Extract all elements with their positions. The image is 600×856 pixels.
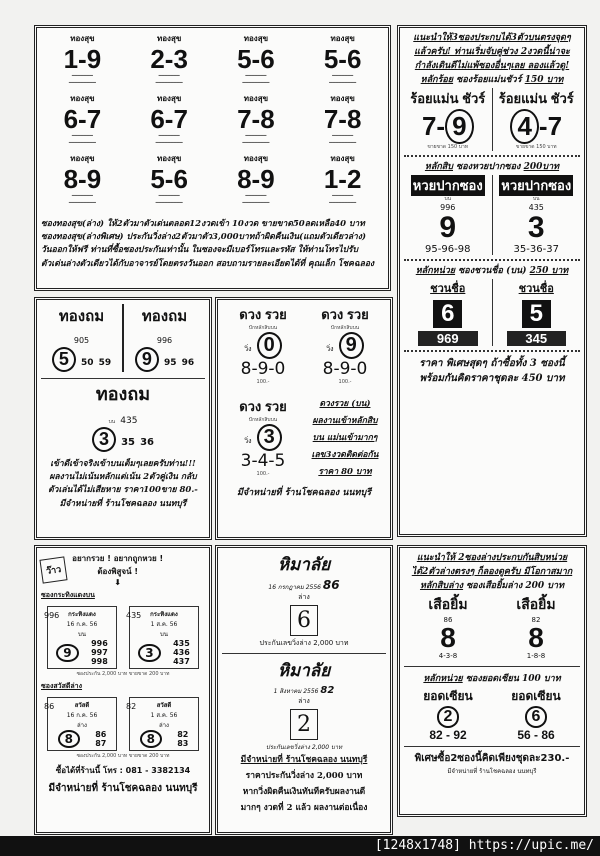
burst-badge: ว๊าว [39, 556, 67, 583]
tongsuk-line: ซองทองสุข(ล่าง) ให้2ตัวมาตัวเด่นตลอด12งวดเข้า 10งวด ขายขาด50ลดเหลือ40 บาท [41, 219, 365, 229]
handwritten: 82 [126, 702, 137, 711]
units-text: ซองชวนชื่อ (บน) [458, 265, 527, 276]
sub: บน [532, 195, 540, 202]
line: มากๆ งวดที่ 2 แล้ว ผลงานต่อเนื่อง [240, 803, 368, 814]
number: 86 [95, 730, 107, 739]
circled-digit: 4 [510, 109, 538, 144]
number-pair: 8-9 [237, 164, 275, 194]
digit: 8 [140, 730, 162, 748]
brand: ชวนชื่อ [518, 282, 554, 295]
set: 8-9-0 [322, 359, 368, 379]
brand: ร้อยแม่น ชัวร์ [498, 90, 574, 106]
brand: ชวนชื่อ [430, 282, 466, 295]
intro-line: ได้2ตัวล่างตรงๆ ก็ลองดูครับ มีโอกาสมาก [411, 566, 573, 577]
number: 83 [177, 739, 189, 748]
tongsuk-card [301, 32, 384, 90]
number: 436 [173, 648, 190, 657]
intro [404, 32, 580, 74]
hundreds-text: ซองร้อยแม่นชัวร์ [456, 74, 522, 85]
line: ดวงรวย (บน) [319, 399, 371, 409]
note: ขายขาด 150 บาท [515, 143, 557, 150]
brand: กระทิงแดง [150, 611, 178, 618]
hundreds-label: หลักร้อย [420, 74, 454, 85]
note: ซองประกัน 2,000 บาท ขายขาด 200 บาท [76, 671, 170, 677]
number: 437 [173, 657, 190, 666]
fine-print: ━━━━━━━ ━━━━━━━━━ [155, 133, 183, 146]
tongsuk-cards [41, 32, 384, 210]
note: ประกันเลขวิ่งล่าง 2,000 บาท [259, 639, 349, 648]
brand: ทองสุข [330, 94, 355, 103]
envelope-card [126, 697, 199, 751]
brand: สวัสดี [156, 702, 172, 709]
digit: 6 [290, 605, 318, 636]
digit: 9 [56, 644, 78, 662]
number-pair: 8-9 [63, 164, 102, 194]
tongsuk-card [128, 152, 211, 210]
digit: 9 [135, 347, 159, 372]
section-title: ซองกระทิงแดงบน [41, 591, 95, 599]
number-pair: 1-9 [63, 44, 102, 74]
tongsuk-line: ตัวเด่นล่างตัวเดียวได้กับอาจารย์โดยตรงวันออก สอบถามรายละเอียดได้ที่ คุณเล็ก โชคฉลอง [41, 258, 375, 269]
handwritten: 86 [443, 615, 453, 624]
digit: 6 [433, 300, 462, 328]
three-envelopes-panel [397, 25, 587, 537]
tongsuk-card [128, 92, 211, 150]
sub: ปักหลักสิบบน [248, 325, 278, 331]
kratingdaeng-panel [34, 545, 212, 835]
tongsuk-card [215, 92, 298, 150]
brand: ทองถม [95, 384, 151, 404]
tongsuk-card [215, 152, 298, 210]
fine-print: ━━━━━━━ ━━━━━━━━━ [329, 133, 357, 146]
date: 16 กรกฎาคม 2556 [268, 584, 321, 592]
run-label: วิ่ง [244, 345, 252, 353]
fine-print: ━━━━━━━ ━━━━━━━━━ [155, 193, 183, 206]
number: 87 [95, 739, 107, 748]
line: มีจำหน่ายที่ ร้านโชคฉลอง นนทบุรี [240, 754, 368, 765]
price: 100.- [338, 379, 352, 385]
duangruay-panel [215, 297, 393, 540]
brand: ทองสุข [330, 34, 355, 43]
footer-line: ราคา พิเศษสุดๆ ถ้าซื้อทั้ง 3 ซองนี้ [419, 357, 565, 369]
brand: ดวง รวย [239, 307, 287, 322]
brand: ร้อยแม่น ชัวร์ [410, 90, 486, 106]
digit: 2 [290, 709, 318, 740]
handwritten: 905 [73, 336, 90, 345]
himalai-panel [215, 545, 393, 835]
digit: 5 [522, 300, 551, 328]
set: 8-9-0 [240, 359, 286, 379]
handwritten: 996 [156, 336, 173, 345]
units-label: หลักหน่วย [423, 673, 463, 684]
units-text: ซองยอดเซียน 100 บาท [465, 673, 561, 684]
line: ราคาประกันวิ่งล่าง 2,000 บาท [245, 770, 363, 781]
digit: 6 [525, 706, 548, 728]
fine-print: ━━━━━━━ ━━━━━━━━━ [68, 193, 96, 206]
brand: เสือยิ้ม [516, 595, 556, 612]
price: 100.- [256, 379, 270, 385]
brand: ทองสุข [330, 154, 355, 163]
set: 4-3-8 [438, 651, 458, 660]
number-pair: 1-2 [323, 164, 362, 194]
pair: 35 [121, 437, 135, 448]
price: 100.- [256, 471, 270, 477]
fine-print: ━━━━━━━ ━━━━━━━━━ [68, 73, 96, 86]
line: ผลงานเข้าหลักสิบ [312, 416, 378, 426]
sub: ปักหลักสิบบน [248, 417, 278, 423]
tens-price: 200บาท [523, 161, 560, 172]
sub: ล่าง [77, 722, 87, 729]
brand: ทองสุข [243, 34, 269, 43]
line: ราคา 80 บาท [318, 467, 372, 477]
units-label: หลักหน่วย [415, 265, 456, 276]
digit: 8 [58, 730, 80, 748]
number-pair: 5-6 [150, 164, 188, 194]
handwritten: 996 [440, 202, 456, 212]
brand: หิมาลัย [277, 661, 331, 682]
sub: บน [78, 631, 86, 638]
handwritten: 435 [126, 611, 142, 620]
digit: 8 [440, 621, 456, 653]
handwritten: 86 [44, 702, 55, 711]
run-label: วิ่ง [326, 345, 334, 353]
pair: 95 [163, 358, 177, 368]
number-pair: 7-8 [323, 104, 362, 134]
brand: หวยปากซอง [411, 175, 485, 196]
hundreds-price: 150 บาท [524, 74, 564, 85]
number-pair: 6-7 [150, 104, 188, 134]
fine-print: ━━━━━━━ ━━━━━━━━━ [155, 73, 183, 86]
tongsuk-card [41, 92, 124, 150]
tongsuk-text [41, 218, 384, 271]
date: 16 ก.ค. 56 [66, 712, 98, 719]
handwritten: 435 [528, 202, 544, 212]
handwritten: 82 [531, 615, 541, 624]
footer: มีจำหน่ายที่ ร้านโชคฉลอง นนทบุรี [48, 783, 198, 794]
circled-digit: 9 [445, 109, 473, 144]
sub: ล่าง [159, 722, 169, 729]
tens-cards [404, 175, 580, 255]
brand: ดวง รวย [321, 307, 369, 322]
tongsuk-card [301, 152, 384, 210]
line: บน แม่นเข้ามากๆ [312, 433, 378, 443]
digit: 7 [547, 110, 563, 141]
set: 56 - 86 [517, 727, 555, 742]
footer-line: พร้อมกันคิดราคาชุดละ 450 บาท [419, 373, 565, 385]
brand: หวยปากซอง [499, 175, 573, 196]
tongsuk-card [128, 32, 211, 90]
tongsuk-card [301, 92, 384, 150]
line: มีจำหน่ายที่ ร้านโชคฉลอง นนทบุรี [59, 498, 187, 509]
line: เข้าดีเข้าจริงเข้าบนเต็มๆเลยครับท่าน!!! [50, 459, 196, 469]
brand: ทองสุข [156, 154, 182, 163]
digit: 7 [421, 110, 437, 141]
brand: เสือยิ้ม [428, 595, 468, 612]
number: 435 [173, 639, 190, 648]
intro-line: แล้วครับ! ท่านเริ่มจับคู่ช่วง 2งวดนี้น่าจะ [414, 46, 570, 57]
sub: ล่าง [298, 593, 310, 602]
envelope-card [44, 606, 117, 669]
sub: ปักหลักสิบบน [330, 325, 360, 331]
brand: ทองสุข [70, 34, 95, 43]
brand: ยอดเซียน [511, 688, 561, 703]
brand: หิมาลัย [277, 555, 331, 575]
digit: 9 [439, 210, 457, 244]
envelope-card [126, 606, 199, 669]
pair: 96 [181, 358, 195, 368]
digit: 3 [138, 644, 160, 662]
set: 82 - 92 [429, 727, 467, 742]
sub: บน [444, 195, 452, 202]
date: 1 ส.ค. 56 [150, 712, 178, 719]
pair: 36 [140, 437, 155, 448]
sub: ล่าง [298, 696, 310, 705]
digit: 3 [257, 424, 282, 451]
tens-label: หลักสิบ [424, 161, 454, 172]
digit: 3 [527, 210, 545, 244]
fine-print: ━━━━━━━ ━━━━━━━━━ [242, 73, 270, 86]
brand: ทองสุข [70, 94, 95, 103]
fine-print: ━━━━━━━ ━━━━━━━━━ [329, 73, 357, 86]
pair: 59 [98, 358, 112, 368]
line: ผลงานไม่เน้นหลักแต่เน้น 2ตัวคู่เงิน กลับ [49, 472, 197, 483]
tongsuk-panel [34, 25, 391, 291]
brand: ทองสุข [243, 94, 269, 103]
units-cards [404, 279, 580, 346]
digit: 5 [52, 347, 76, 372]
number: 996 [91, 639, 108, 648]
number: 82 [177, 730, 189, 739]
date: 1 สิงหาคม 2556 [273, 687, 319, 695]
brand: ดวง รวย [239, 399, 287, 414]
brand: ยอดเซียน [423, 688, 473, 703]
number-pair: 2-3 [150, 44, 188, 74]
tongsuk-card [215, 32, 298, 90]
contact-phone: ซื้อได้ที่ร้านนี้ โทร : 081 - 3382134 [55, 766, 191, 775]
set: 95-96-98 [425, 243, 471, 255]
intro-line: กำลังเดินดีไม่แพ้ซองอื่นๆเลย ลองแล้วดู! [414, 60, 570, 71]
headline: อยากรวย ! อยากถูกหวย ! [72, 554, 164, 563]
line: เลข3งวดติดต่อกัน [311, 450, 379, 460]
suayim-panel [397, 545, 587, 817]
fine-print: ━━━━━━━ ━━━━━━━━━ [242, 133, 270, 146]
number: 998 [91, 657, 108, 666]
date: 1 ส.ค. 56 [150, 621, 178, 628]
digit: 3 [92, 427, 116, 452]
sub: บน [108, 419, 116, 425]
hundreds-cards: ร้อยแม่น ชัวร์ 7- 9 ขายขาด 150 บาท ร้อยแม่น ชัวร์ 4 -7 ขายขาด 150 บาท [404, 88, 580, 151]
brand: สวัสดี [74, 702, 90, 709]
brand: ทองสุข [156, 94, 182, 103]
note: ซองประกัน 2,000 บาท ขายขาด 200 บาท [76, 753, 170, 759]
watermark: [1248x1748] https://upic.me/ [0, 836, 600, 856]
handwritten: 86 [322, 578, 340, 593]
headline: ต้องพิสูจน์ ! [97, 567, 138, 576]
sub: บน [160, 631, 168, 638]
brand: ทองสุข [70, 154, 95, 163]
set: 969 [418, 331, 478, 346]
set: 3-4-5 [240, 451, 286, 471]
number-pair: 6-7 [63, 104, 102, 134]
tongtom-panel [34, 297, 212, 540]
digit: 9 [339, 332, 364, 359]
tens-text: ซองเสือยิ้มล่าง 200 บาท [466, 580, 565, 591]
tens-text: ซองหวยปากซอง [456, 161, 521, 172]
set: 1-8-8 [526, 651, 546, 660]
digit: 2 [437, 706, 460, 728]
digit: 0 [257, 332, 282, 359]
brand: ทองถม [58, 308, 105, 325]
set: 35-36-37 [513, 243, 559, 255]
run-label: วิ่ง [244, 437, 252, 445]
intro-line: แนะนำให้ 2ซองล่างประกบกันสิบหน่วย [416, 553, 568, 563]
units-price: 250 บาท [529, 265, 569, 276]
number: 997 [91, 648, 108, 657]
digit: 8 [528, 621, 544, 653]
note: ขายขาด 150 บาท [427, 143, 469, 150]
date: 16 ก.ค. 56 [66, 621, 98, 628]
number-pair: 7-8 [237, 104, 275, 134]
fine-print: ━━━━━━━ ━━━━━━━━━ [242, 193, 270, 206]
arrow-down-icon: ⬇ [114, 578, 121, 587]
note: ประกันเลขวิ่งล่าง 2,000 บาท [265, 743, 343, 751]
line: หากวิ่งผิดคืนเงินทันทีครับผลงานดี [242, 786, 366, 797]
set: 345 [507, 331, 567, 346]
number-pair: 5-6 [237, 44, 275, 74]
tongsuk-card [41, 32, 124, 90]
handwritten: 82 [320, 684, 335, 696]
line: ตัวเล่นได้ไม่เสียหาย ราคา100ขาย 80.- [48, 485, 198, 496]
pair: 50 [80, 358, 94, 368]
envelope-card [44, 697, 117, 751]
brand: ทองถม [141, 308, 188, 325]
tongsuk-card [41, 152, 124, 210]
brand: ทองสุข [156, 34, 182, 43]
handwritten: 435 [120, 416, 138, 426]
brand: ทองสุข [243, 154, 269, 163]
footer-line: มีจำหน่ายที่ ร้านโชคฉลอง นนทบุรี [447, 767, 537, 775]
tongsuk-line: ซองทองสุข(ล่างพิเศษ) ประกันวิ่งล่าง2ตัวมาตัว3,000บาทถ้าผิดคืนเงิน(แถมตัวเดียวล่าง) [41, 232, 366, 243]
section-title: ซองสวัสดีล่าง [41, 682, 83, 690]
intro-line: แนะนำให้3ซองประกบได้3ตัวบนตรงจุดๆ [413, 33, 571, 43]
tongsuk-line: วันออกให้ฟรี ท่านที่ซื้อซองประกันเท่านั้น ในซองจะมีเบอร์โทรและรหัส ให้ท่านโทรไปรับ [41, 245, 358, 256]
footer-line: พิเศษซื้อ2ซองนี้คิดเพียงชุดละ230.- [414, 752, 570, 764]
brand: กระทิงแดง [68, 611, 96, 618]
number-pair: 5-6 [323, 44, 362, 74]
fine-print: ━━━━━━━ ━━━━━━━━━ [68, 133, 96, 146]
fine-print: ━━━━━━━ ━━━━━━━━━ [329, 193, 357, 206]
handwritten: 996 [44, 611, 60, 620]
tens-label: หลักสิบล่าง [419, 580, 464, 591]
footer: มีจำหน่ายที่ ร้านโชคฉลอง นนทบุรี [236, 488, 372, 498]
